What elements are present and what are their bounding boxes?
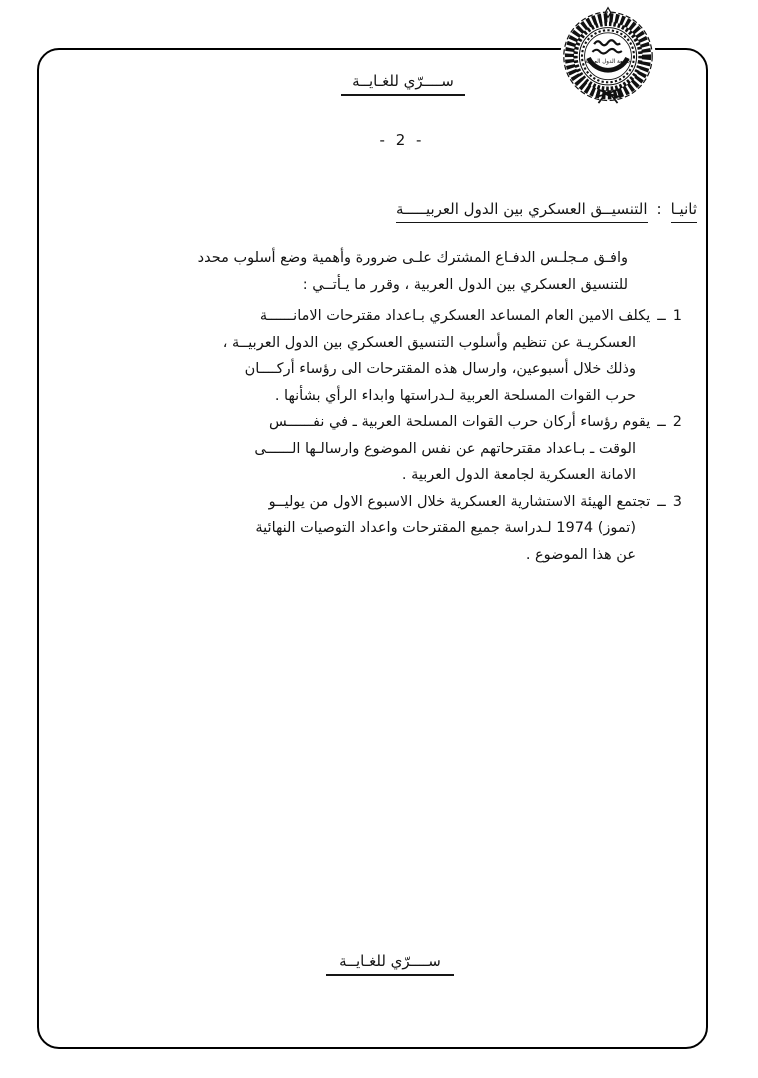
item-text: تجتمع الهيئة الاستشارية العسكرية خلال الاسبوع الاول من يوليــو xyxy=(268,493,651,510)
text-line: وذلك خلال أسبوعين، وارسال هذه المقترحات الى رؤساء أركــــان xyxy=(244,361,636,377)
text-line: وافـق مـجلـس الدفـاع المشترك علـى ضرورة وأهمية وضع أسلوب محدد xyxy=(197,250,628,266)
emblem-inscription: جامعة الدول العربية xyxy=(585,59,631,66)
item-number: 3 xyxy=(672,493,682,510)
arab-league-emblem-icon xyxy=(556,4,660,112)
text-line xyxy=(70,303,682,330)
item-number: 2 xyxy=(672,414,682,430)
classification-footer: ســــرّي للغـايــة xyxy=(326,952,454,976)
text-line xyxy=(70,489,682,516)
item-dash: ــ xyxy=(657,493,666,510)
item-dash: ــ xyxy=(657,308,666,324)
page-number: - 2 - xyxy=(379,131,425,149)
item-text: يقوم رؤساء أركان حرب القوات المسلحة العربية ـ في نفــــــس xyxy=(269,414,651,430)
text-line: العسكريـة عن تنظيم وأسلوب التنسيق العسكري بين الدول العربيــة ، xyxy=(222,334,636,351)
item-text: يكلف الامين العام المساعد العسكري بـاعداد مقترحات الامانــــــة xyxy=(259,308,651,324)
document-body xyxy=(70,245,682,568)
text-line: حرب القوات المسلحة العربية لـدراستها وابداء الرأي بشأنها . xyxy=(274,387,636,404)
classification-header: ســــرّي للغـايــة xyxy=(341,72,465,96)
section-separator: : xyxy=(656,200,662,218)
text-line xyxy=(70,409,682,436)
intro-paragraph xyxy=(70,245,628,299)
section-heading xyxy=(396,200,697,223)
text-line: الامانة العسكرية لجامعة الدول العربية . xyxy=(401,467,636,483)
text-line: (تموز) 1974 لـدراسة جميع المقترحات واعداد التوصيات النهائية xyxy=(255,520,636,536)
text-line: الوقت ـ بـاعداد مقترحاتهم عن نفس الموضوع وارسالـها الــــــى xyxy=(254,440,636,457)
item-dash: ــ xyxy=(657,414,666,430)
text-line: عن هذا الموضوع . xyxy=(525,546,636,563)
list-item-2 xyxy=(70,409,682,489)
section-title: التنسيــق العسكري بين الدول العربيـــــة xyxy=(396,200,648,223)
item-number: 1 xyxy=(672,308,682,324)
text-line: للتنسيق العسكري بين الدول العربية ، وقرر ما يـأتــي : xyxy=(302,277,628,293)
list-item-3 xyxy=(70,489,682,569)
section-label: ثانيـا xyxy=(671,200,697,223)
list-item-1 xyxy=(70,303,682,409)
